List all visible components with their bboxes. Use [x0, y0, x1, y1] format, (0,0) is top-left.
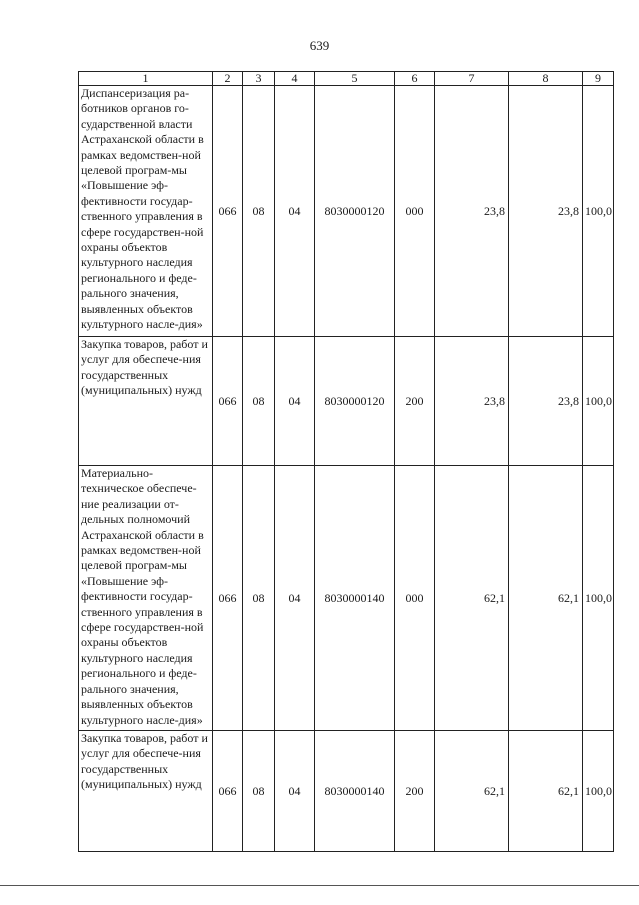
column-header: 4: [275, 72, 315, 86]
column-header: 6: [395, 72, 435, 86]
cell-planned: 62,1: [435, 731, 509, 852]
column-header: 8: [509, 72, 583, 86]
cell-expense-type: 200: [395, 337, 435, 466]
cell-percent: 100,0: [583, 86, 614, 337]
page-bottom-rule: [0, 885, 639, 886]
budget-table: [78, 71, 614, 852]
cell-expense-type: 000: [395, 466, 435, 731]
cell-executed: 23,8: [509, 337, 583, 466]
table-row: [79, 86, 614, 337]
cell-expense-type: 200: [395, 731, 435, 852]
cell-ministry-code: 066: [213, 731, 243, 852]
cell-executed: 62,1: [509, 466, 583, 731]
page-number: 639: [309, 38, 330, 53]
cell-executed: 62,1: [509, 731, 583, 852]
cell-target-article: 8030000140: [315, 731, 395, 852]
cell-executed: 23,8: [509, 86, 583, 337]
cell-subsection: 04: [275, 731, 315, 852]
cell-ministry-code: 066: [213, 337, 243, 466]
cell-planned: 23,8: [435, 337, 509, 466]
table-row: [79, 466, 614, 731]
row-description: Диспансеризация ра-ботников органов го-сударственной власти Астраханской области в рамках ведомствен-ной целевой програм-мы «Повышение эф-фективности государ-ственного управления в сфере государствен-ной охраны объектов культурного наследия регионального и феде-рального значения, выявленных объектов культурного насле-дия»: [79, 86, 213, 337]
cell-target-article: 8030000120: [315, 86, 395, 337]
cell-subsection: 04: [275, 337, 315, 466]
table-row: [79, 731, 614, 852]
cell-section: 08: [243, 337, 275, 466]
cell-percent: 100,0: [583, 466, 614, 731]
header-row: [79, 72, 614, 86]
cell-percent: 100,0: [583, 337, 614, 466]
cell-planned: 23,8: [435, 86, 509, 337]
cell-planned: 62,1: [435, 466, 509, 731]
cell-ministry-code: 066: [213, 466, 243, 731]
column-header: 5: [315, 72, 395, 86]
cell-ministry-code: 066: [213, 86, 243, 337]
column-header: 3: [243, 72, 275, 86]
cell-target-article: 8030000120: [315, 337, 395, 466]
table-row: [79, 337, 614, 466]
column-header: 1: [79, 72, 213, 86]
cell-section: 08: [243, 86, 275, 337]
row-description: Материально-техническое обеспече-ние реализации от-дельных полномочий Астраханской области в рамках ведомствен-ной целевой програм-мы «Повышение эф-фективности государ-ственного управления в сфере государствен-ной охраны объектов культурного наследия регионального и феде-рального значения, выявленных объектов культурного насле-дия»: [79, 466, 213, 731]
cell-percent: 100,0: [583, 731, 614, 852]
cell-subsection: 04: [275, 86, 315, 337]
column-header: 7: [435, 72, 509, 86]
cell-subsection: 04: [275, 466, 315, 731]
row-description: Закупка товаров, работ и услуг для обеспече-ния государственных (муниципальных) нужд: [79, 731, 213, 852]
cell-expense-type: 000: [395, 86, 435, 337]
column-header: 2: [213, 72, 243, 86]
row-description: Закупка товаров, работ и услуг для обеспече-ния государственных (муниципальных) нужд: [79, 337, 213, 466]
cell-section: 08: [243, 466, 275, 731]
cell-target-article: 8030000140: [315, 466, 395, 731]
cell-section: 08: [243, 731, 275, 852]
column-header: 9: [583, 72, 614, 86]
